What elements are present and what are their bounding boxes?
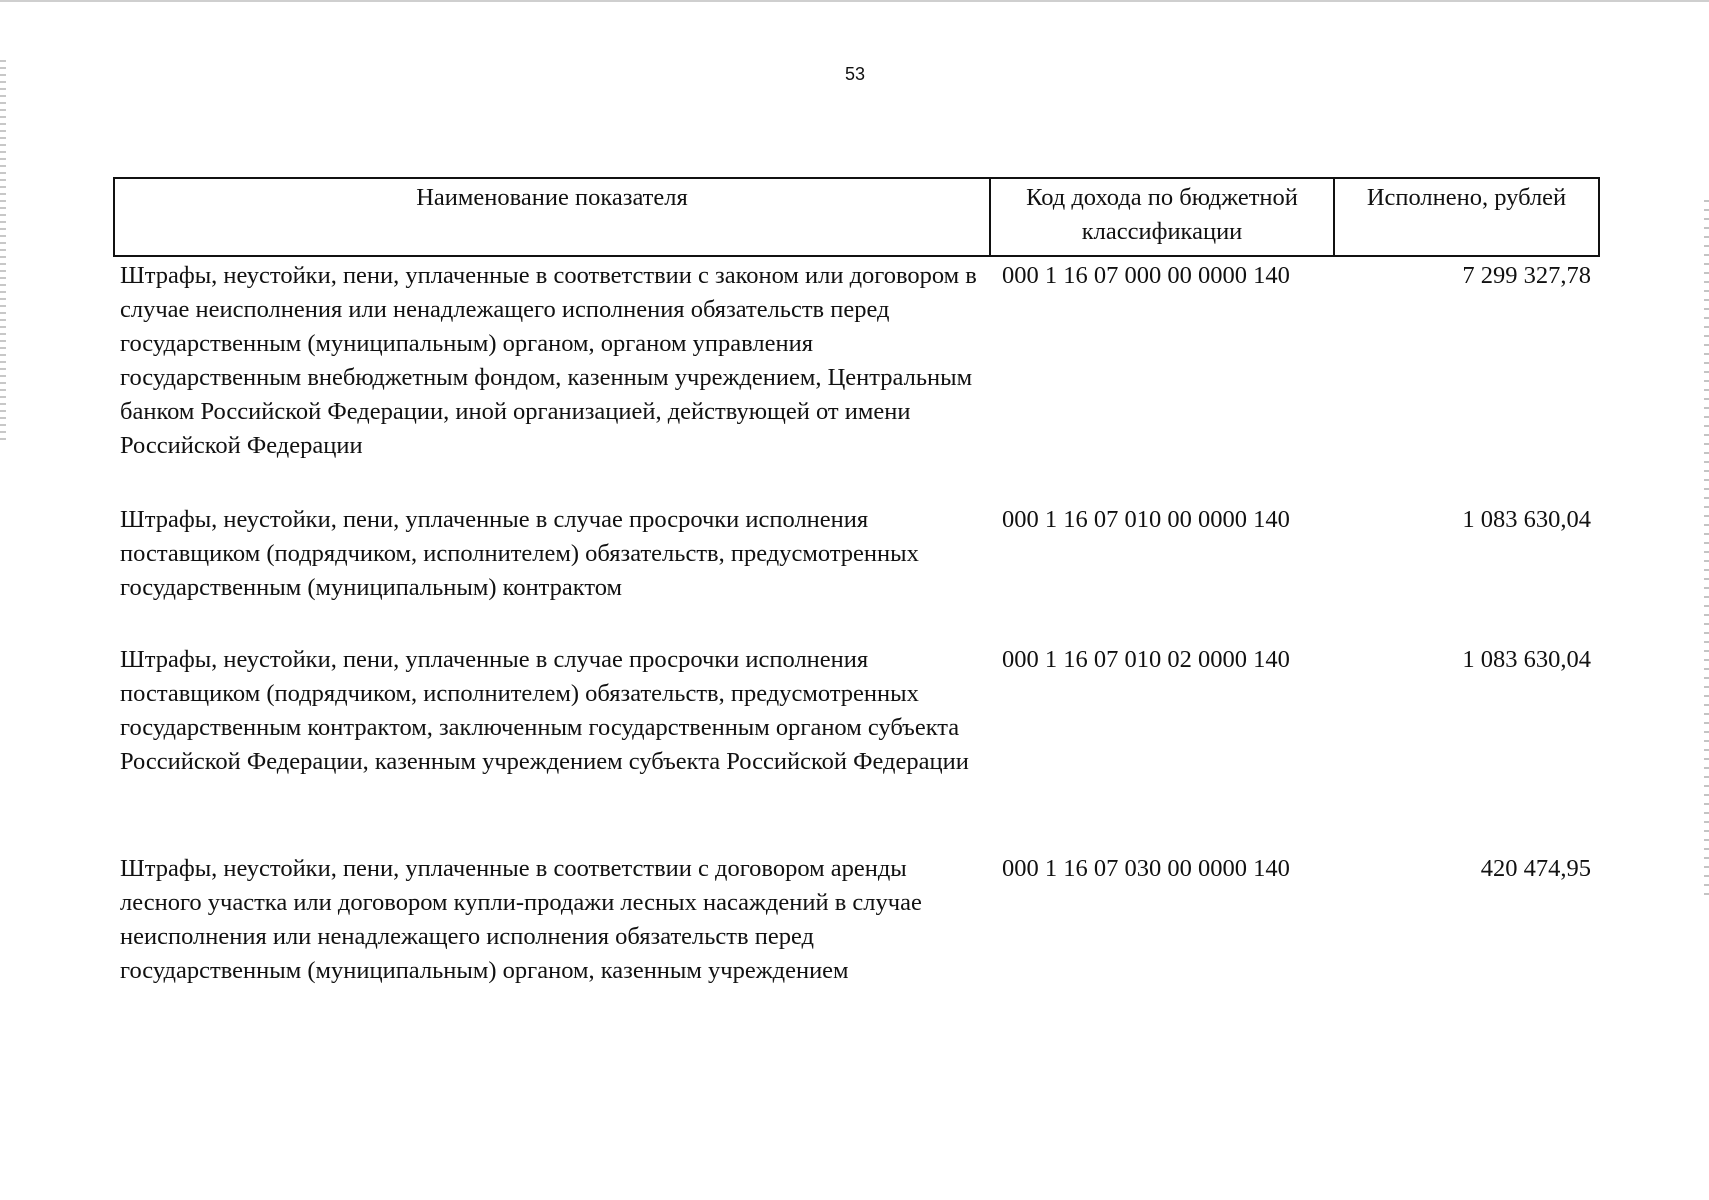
- header-indicator-name: Наименование показателя: [114, 178, 990, 256]
- table-row: [114, 643, 1599, 852]
- indicator-name-cell: Штрафы, неустойки, пени, уплаченные в случае просрочки исполнения поставщиком (подрядчиком, исполнителем) обязательств, предусмотренных государственным контрактом, заключенным государственным органом субъекта Российской Федерации, казенным учреждением субъекта Российской Федерации: [120, 646, 969, 775]
- revenue-code-cell: 000 1 16 07 000 00 0000 140: [1002, 262, 1290, 289]
- indicator-name-cell: Штрафы, неустойки, пени, уплаченные в случае просрочки исполнения поставщиком (подрядчиком, исполнителем) обязательств, предусмотренных государственным (муниципальным) контрактом: [120, 506, 919, 601]
- indicator-name-cell: Штрафы, неустойки, пени, уплаченные в соответствии с законом или договором в случае неисполнения или ненадлежащего исполнения обязательств перед государственным (муниципальным) органом, органом управления государственным внебюджетным фондом, казенным учреждением, Центральным банком Российской Федерации, иной организацией, действующей от имени Российской Федерации: [120, 262, 977, 459]
- revenue-table: [113, 177, 1600, 1032]
- top-rule: [0, 0, 1709, 2]
- executed-amount-cell: 1 083 630,04: [1462, 506, 1591, 533]
- page-number: 53: [845, 64, 866, 84]
- header-executed-amount: Исполнено, рублей: [1334, 178, 1599, 256]
- executed-amount-cell: 1 083 630,04: [1462, 646, 1591, 673]
- table-row: [114, 852, 1599, 1032]
- indicator-name-cell: Штрафы, неустойки, пени, уплаченные в соответствии с договором аренды лесного участка или договором купли-продажи лесных насаждений в случае неисполнения или ненадлежащего исполнения обязательств перед государственным (муниципальным) органом, казенным учреждением: [120, 855, 922, 984]
- table-row: [114, 256, 1599, 503]
- revenue-code-cell: 000 1 16 07 030 00 0000 140: [1002, 855, 1290, 882]
- table-header-row: [114, 178, 1599, 256]
- header-revenue-code: Код дохода по бюджетной классификации: [990, 178, 1334, 256]
- revenue-code-cell: 000 1 16 07 010 00 0000 140: [1002, 506, 1290, 533]
- executed-amount-cell: 420 474,95: [1480, 855, 1591, 882]
- revenue-code-cell: 000 1 16 07 010 02 0000 140: [1002, 646, 1290, 673]
- scan-edge-left: [0, 60, 6, 440]
- table-row: [114, 503, 1599, 643]
- executed-amount-cell: 7 299 327,78: [1462, 262, 1591, 289]
- scan-edge-right: [1704, 200, 1709, 900]
